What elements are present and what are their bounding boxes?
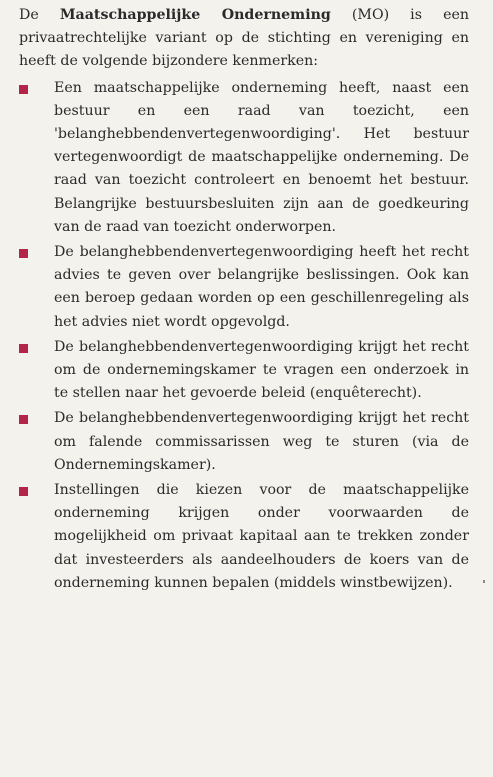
list-item — [19, 336, 469, 406]
scan-speck — [483, 580, 485, 583]
list-item-text: De belanghebbendenvertegenwoordiging heeft het recht advies te geven over belangrijke beslissingen. Ook kan een beroep gedaan worden op een geschillenregeling als het advies niet wordt opgevolgd. — [54, 244, 469, 330]
characteristics-list — [19, 77, 469, 595]
list-item-text: De belanghebbendenvertegenwoordiging krijgt het recht om falende commissarissen weg te sturen (via de Ondernemingskamer). — [54, 410, 469, 473]
list-item-text: Een maatschappelijke onderneming heeft, naast een bestuur en een raad van toezicht, een 'belanghebbendenvertegenwoordiging'. Het bestuur vertegenwoordigt de maatschappelijke onderneming. De raad van toezicht controleert en benoemt het bestuur. Belangrijke bestuursbesluiten zijn aan de goedkeuring van de raad van toezicht onderworpen. — [54, 79, 469, 235]
intro-suffix: (MO) is een privaatrechtelijke variant op de stichting en vereniging en heeft de volgende bijzondere kenmerken: — [19, 7, 469, 70]
list-item — [19, 407, 469, 477]
square-bullet-icon — [19, 344, 28, 353]
square-bullet-icon — [19, 85, 28, 94]
intro-term: Maatschappelijke Onderneming — [59, 7, 331, 23]
square-bullet-icon — [19, 487, 28, 496]
square-bullet-icon — [19, 249, 28, 258]
document-body — [19, 4, 469, 597]
square-bullet-icon — [19, 415, 28, 424]
list-item — [19, 77, 469, 239]
intro-prefix: De — [19, 7, 60, 23]
intro-paragraph — [19, 4, 469, 74]
list-item-text: Instellingen die kiezen voor de maatschappelijke onderneming krijgen onder voorwaarden de mogelijkheid om privaat kapitaal aan te trekken zonder dat investeerders als aandeelhouders de koers van de onderneming kunnen bepalen (middels winstbewijzen). — [54, 482, 469, 591]
list-item-text: De belanghebbendenvertegenwoordiging krijgt het recht om de ondernemingskamer te vragen een onderzoek in te stellen naar het gevoerde beleid (enquêterecht). — [54, 338, 469, 402]
list-item — [19, 241, 469, 334]
list-item — [19, 479, 469, 595]
